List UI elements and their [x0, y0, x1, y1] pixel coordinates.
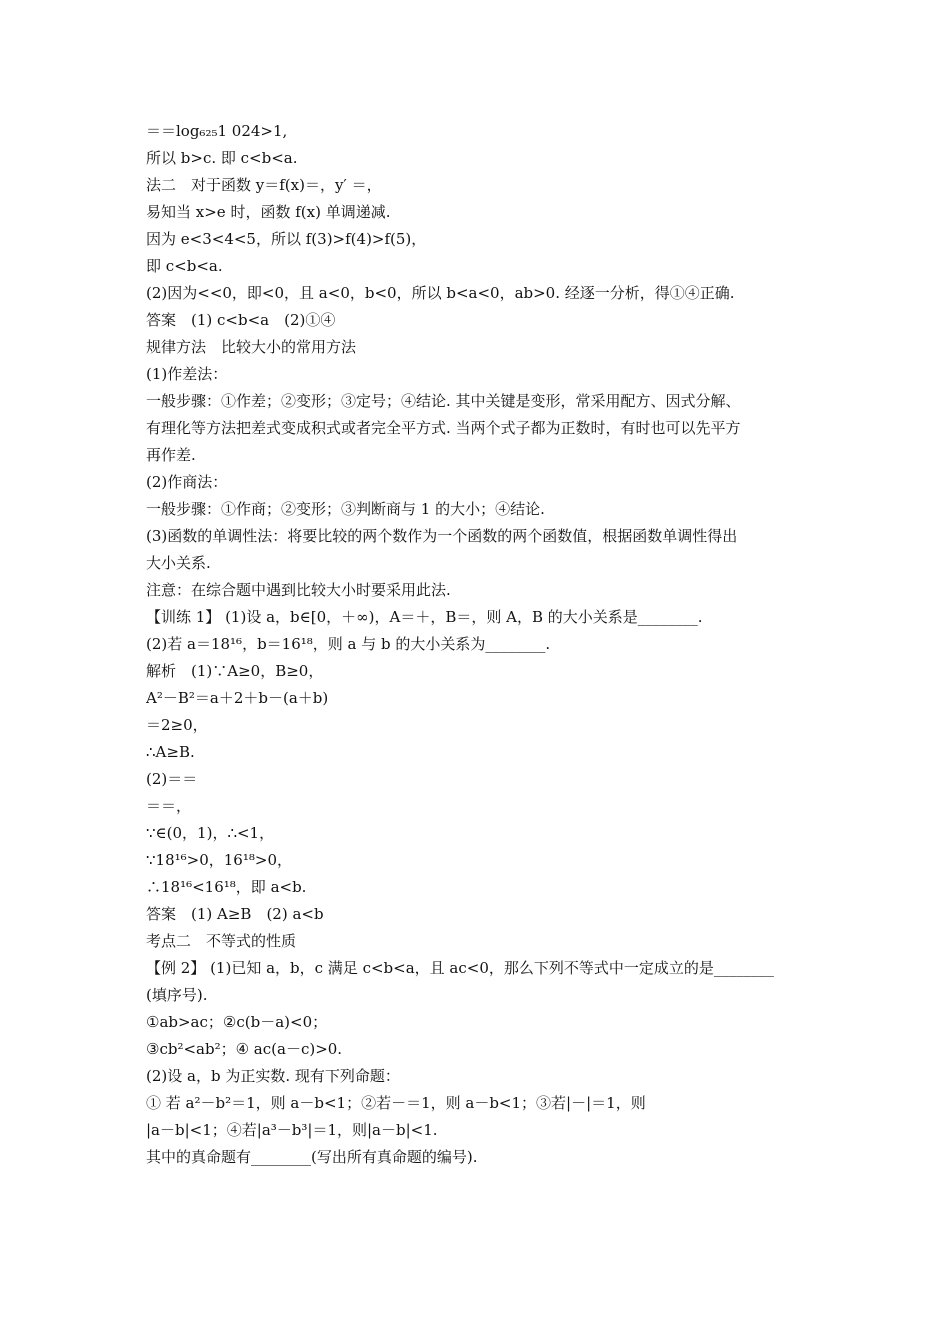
text-line: A²－B²＝a＋2＋b－(a＋b): [146, 689, 329, 707]
exercise-line: 【训练 1】 (1)设 a，b∈[0，＋∞)，A＝＋，B＝，则 A，B 的大小关系是________.: [146, 608, 703, 626]
text-line: 解析 (1)∵A≥0，B≥0，: [146, 662, 324, 680]
text-line: ① 若 a²－b²＝1，则 a－b<1；②若－＝1，则 a－b<1；③若|－|＝1，则: [146, 1094, 646, 1112]
text-line: (2)设 a，b 为正实数. 现有下列命题：: [146, 1067, 400, 1085]
answer-line: 答案 (1) A≥B (2) a<b: [146, 905, 324, 923]
text-line: (填序号).: [146, 986, 208, 1004]
text-line: 大小关系.: [146, 554, 211, 572]
text-line: ①ab>ac；②c(b－a)<0；: [146, 1013, 328, 1031]
text-line: ∵∈(0，1)，∴<1，: [146, 824, 275, 842]
text-line: ＝2≥0，: [146, 716, 208, 734]
text-line: |a－b|<1；④若|a³－b³|＝1，则|a－b|<1.: [146, 1121, 438, 1139]
text-line: ∴A≥B.: [146, 743, 195, 761]
section-heading: 考点二 不等式的性质: [146, 932, 297, 950]
text-line: ∵18¹⁶>0，16¹⁸>0，: [146, 851, 292, 869]
text-line: 即 c<b<a.: [146, 257, 223, 275]
text-line: 注意：在综合题中遇到比较大小时要采用此法.: [146, 581, 451, 599]
text-line: 所以 b>c. 即 c<b<a.: [146, 149, 298, 167]
document-page: [146, 118, 818, 1171]
text-line: ③cb²<ab²；④ ac(a－c)>0.: [146, 1040, 343, 1058]
text-line: 一般步骤：①作商；②变形；③判断商与 1 的大小；④结论.: [146, 500, 545, 518]
text-line: ＝＝log₆₂₅1 024>1,: [146, 122, 288, 140]
text-line: 易知当 x>e 时，函数 f(x) 单调递减.: [146, 203, 391, 221]
text-line: 有理化等方法把差式变成积式或者完全平方式. 当两个式子都为正数时，有时也可以先平方: [146, 419, 741, 437]
text-line: 法二 对于函数 y＝f(x)＝，y′ ＝，: [146, 176, 382, 194]
section-heading: 规律方法 比较大小的常用方法: [146, 338, 357, 356]
text-line: (3)函数的单调性法：将要比较的两个数作为一个函数的两个函数值，根据函数单调性得出: [146, 527, 738, 545]
text-line: (2)若 a＝18¹⁶，b＝16¹⁸，则 a 与 b 的大小关系为________.: [146, 635, 551, 653]
text-line: (1)作差法：: [146, 365, 228, 383]
text-line: 再作差.: [146, 446, 196, 464]
text-line: 因为 e<3<4<5，所以 f(3)>f(4)>f(5)，: [146, 230, 427, 248]
text-line: (2)＝＝: [146, 770, 198, 788]
answer-line: 答案 (1) c<b<a (2)①④: [146, 311, 336, 329]
text-line: (2)因为<<0，即<0，且 a<0，b<0，所以 b<a<0，ab>0. 经逐一分析，得①④正确.: [146, 284, 735, 302]
example-line: 【例 2】 (1)已知 a，b，c 满足 c<b<a，且 ac<0，那么下列不等式中一定成立的是________: [146, 959, 774, 977]
text-line: ∴18¹⁶<16¹⁸，即 a<b.: [146, 878, 307, 896]
text-line: 其中的真命题有________(写出所有真命题的编号).: [146, 1148, 478, 1166]
text-line: ＝＝，: [146, 797, 192, 815]
text-line: (2)作商法：: [146, 473, 228, 491]
text-line: 一般步骤：①作差；②变形；③定号；④结论. 其中关键是变形，常采用配方、因式分解、: [146, 392, 741, 410]
